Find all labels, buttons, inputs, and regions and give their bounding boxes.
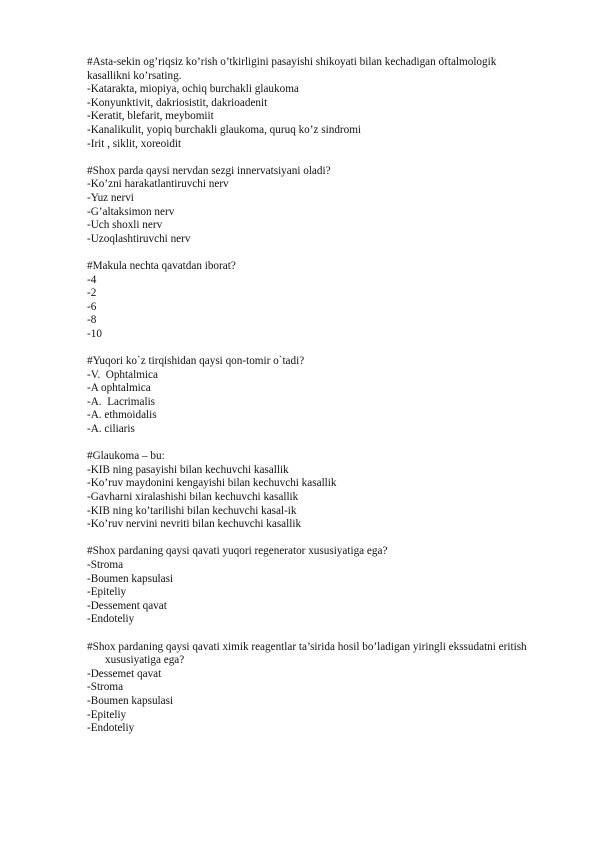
question-1 xyxy=(87,56,527,151)
answer-option: -A. Lacrimalis xyxy=(87,395,156,408)
answer-list xyxy=(87,274,527,342)
answer-option: -Katarakta, miopiya, ochiq burchakli glaukoma xyxy=(87,83,299,96)
answer-option: -V. Ophtalmica xyxy=(87,368,158,381)
question-6 xyxy=(87,545,527,627)
answer-option: -Dessement qavat xyxy=(87,599,167,612)
question-4 xyxy=(87,355,527,437)
document-page xyxy=(87,56,527,749)
answer-option: -Dessemet qavat xyxy=(87,667,162,680)
answer-option: -Keratit, blefarit, meybomiit xyxy=(87,110,214,123)
answer-option: -Uch shoxli nerv xyxy=(87,219,163,232)
answer-option: -Yuz nervi xyxy=(87,191,134,204)
answer-option: -10 xyxy=(87,327,102,340)
question-text: #Shox parda qaysi nervdan sezgi innervatsiyani oladi? xyxy=(87,164,331,177)
answer-option: -KIB ning pasayishi bilan kechuvchi kasallik xyxy=(87,463,289,476)
answer-option: -6 xyxy=(87,300,97,313)
answer-option: -Uzoqlashtiruvchi nerv xyxy=(87,232,191,245)
answer-list xyxy=(87,178,527,246)
answer-option: -Kanalikulit, yopiq burchakli glaukoma, quruq ko’z sindromi xyxy=(87,123,362,136)
answer-option: -Boumen kapsulasi xyxy=(87,694,174,707)
answer-option: -Konyunktivit, dakriosistit, dakrioadenit xyxy=(87,96,268,109)
answer-option: -A ophtalmica xyxy=(87,382,151,395)
answer-list xyxy=(87,369,527,437)
answer-list xyxy=(87,668,527,736)
answer-option: -Stroma xyxy=(87,681,124,694)
answer-option: -Epiteliy xyxy=(87,708,127,721)
question-text: #Shox pardaning qaysi qavati ximik reagentlar ta’sirida hosil bo’ladigan yiringli ekssudatni eritish xususiyatiga ega? xyxy=(87,640,527,667)
question-text: #Glaukoma – bu: xyxy=(87,450,165,463)
answer-option: -Endoteliy xyxy=(87,613,135,626)
question-2 xyxy=(87,165,527,247)
answer-option: -Ko’ruv maydonini kengayishi bilan kechuvchi kasallik xyxy=(87,477,337,490)
answer-option: -Epiteliy xyxy=(87,586,127,599)
answer-option: -Irit , siklit, xoreoidit xyxy=(87,137,182,150)
question-text: #Asta-sekin og’riqsiz ko’rish o’tkirligini pasayishi shikoyati bilan kechadigan oftalmologik kasallikni ko’rsating. xyxy=(87,56,497,82)
answer-option: -Stroma xyxy=(87,558,124,571)
answer-option: -Ko’ruv nervini nevriti bilan kechuvchi kasallik xyxy=(87,518,302,531)
answer-option: -Gavharni xiralashishi bilan kechuvchi kasallik xyxy=(87,491,299,503)
answer-option: -4 xyxy=(87,273,97,286)
answer-option: -Endoteliy xyxy=(87,722,135,735)
answer-option: -G’altaksimon nerv xyxy=(87,205,175,218)
answer-option: -A. ciliaris xyxy=(87,423,135,436)
answer-list xyxy=(87,559,527,627)
answer-list xyxy=(87,464,527,532)
answer-option: -2 xyxy=(87,287,97,300)
answer-option: -Boumen kapsulasi xyxy=(87,572,174,585)
answer-option: -Ko’zni harakatlantiruvchi nerv xyxy=(87,178,229,191)
question-7 xyxy=(87,641,527,736)
answer-option: -KIB ning ko’tarilishi bilan kechuvchi kasal-ik xyxy=(87,504,297,517)
answer-option: -A. ethmoidalis xyxy=(87,409,157,422)
answer-list xyxy=(87,83,527,151)
question-3 xyxy=(87,260,527,342)
question-5 xyxy=(87,450,527,532)
answer-option: -8 xyxy=(87,314,97,327)
question-text: #Yuqori ko`z tirqishidan qaysi qon-tomir o`tadi? xyxy=(87,355,305,368)
question-text: #Shox pardaning qaysi qavati yuqori regenerator xususiyatiga ega? xyxy=(87,545,388,558)
question-text: #Makula nechta qavatdan iborat? xyxy=(87,259,236,272)
